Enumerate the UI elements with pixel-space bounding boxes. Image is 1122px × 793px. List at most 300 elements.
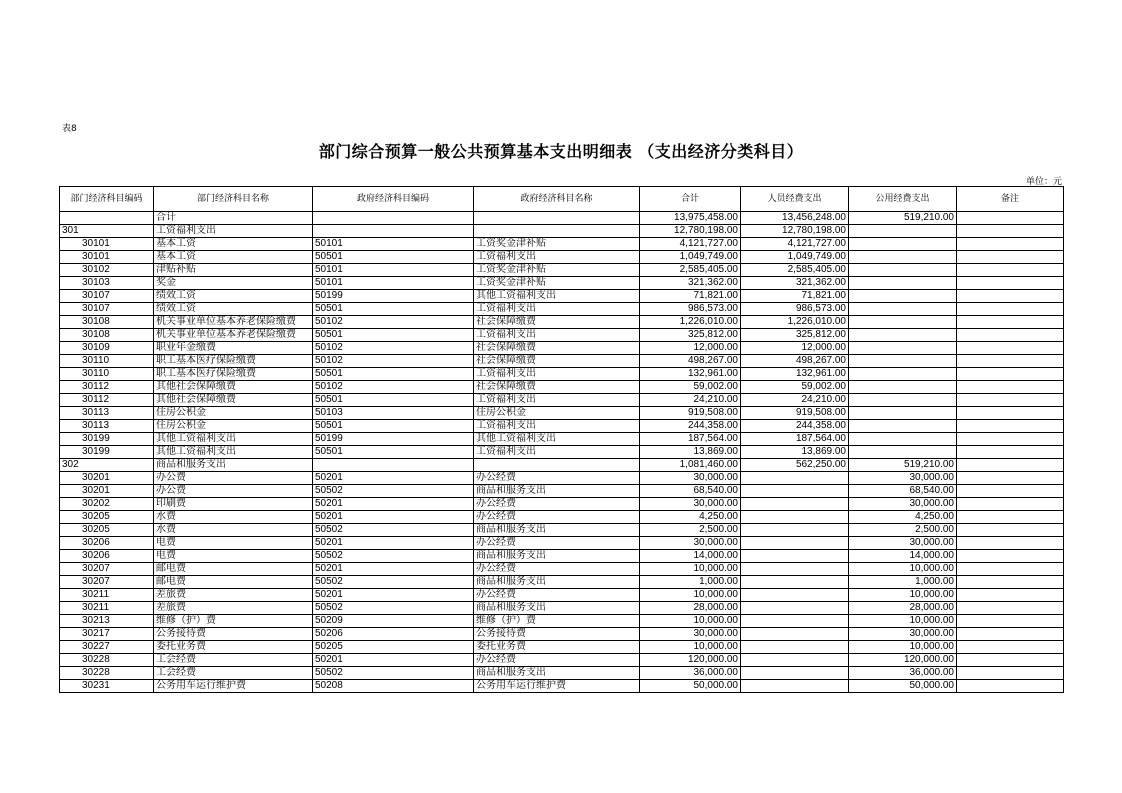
gov-name-cell xyxy=(474,225,640,238)
gov-name-cell: 社会保障缴费 xyxy=(474,316,640,329)
gov-code-cell: 50101 xyxy=(313,277,474,290)
dept-code-cell: 30113 xyxy=(60,407,154,420)
gov-name-cell: 商品和服务支出 xyxy=(474,602,640,615)
dept-code-cell: 30103 xyxy=(60,277,154,290)
gov-code-cell: 50205 xyxy=(313,641,474,654)
public-cell xyxy=(849,407,957,420)
gov-name-cell: 办公经费 xyxy=(474,537,640,550)
personnel-cell xyxy=(741,485,849,498)
dept-name-cell: 基本工资 xyxy=(154,251,313,264)
expenditure-detail-table xyxy=(59,186,1064,693)
table-row xyxy=(60,680,1064,693)
remark-cell xyxy=(957,498,1064,511)
gov-name-cell: 维修（护）费 xyxy=(474,615,640,628)
dept-code-cell: 30110 xyxy=(60,368,154,381)
total-cell: 30,000.00 xyxy=(640,537,741,550)
gov-name-cell xyxy=(474,212,640,225)
dept-code-cell: 30213 xyxy=(60,615,154,628)
dept-name-cell: 邮电费 xyxy=(154,576,313,589)
gov-name-cell: 工资奖金津补贴 xyxy=(474,264,640,277)
dept-name-cell: 差旅费 xyxy=(154,602,313,615)
personnel-cell: 562,250.00 xyxy=(741,459,849,472)
remark-cell xyxy=(957,342,1064,355)
personnel-cell xyxy=(741,472,849,485)
gov-code-cell: 50201 xyxy=(313,654,474,667)
gov-name-cell: 商品和服务支出 xyxy=(474,550,640,563)
gov-name-cell: 商品和服务支出 xyxy=(474,576,640,589)
dept-name-cell: 职工基本医疗保险缴费 xyxy=(154,355,313,368)
personnel-cell: 24,210.00 xyxy=(741,394,849,407)
personnel-cell: 4,121,727.00 xyxy=(741,238,849,251)
gov-code-cell: 50501 xyxy=(313,446,474,459)
table-row xyxy=(60,498,1064,511)
table-row xyxy=(60,225,1064,238)
gov-name-cell: 其他工资福利支出 xyxy=(474,290,640,303)
personnel-cell: 71,821.00 xyxy=(741,290,849,303)
total-cell: 1,081,460.00 xyxy=(640,459,741,472)
public-cell xyxy=(849,420,957,433)
dept-code-cell: 30199 xyxy=(60,433,154,446)
personnel-cell xyxy=(741,498,849,511)
gov-code-cell: 50501 xyxy=(313,329,474,342)
personnel-cell: 321,362.00 xyxy=(741,277,849,290)
total-cell: 498,267.00 xyxy=(640,355,741,368)
table-row xyxy=(60,550,1064,563)
total-cell: 28,000.00 xyxy=(640,602,741,615)
dept-name-cell: 机关事业单位基本养老保险缴费 xyxy=(154,316,313,329)
gov-name-cell: 工资福利支出 xyxy=(474,446,640,459)
dept-code-cell: 30228 xyxy=(60,667,154,680)
remark-cell xyxy=(957,563,1064,576)
dept-name-cell: 委托业务费 xyxy=(154,641,313,654)
public-cell: 4,250.00 xyxy=(849,511,957,524)
gov-code-cell xyxy=(313,212,474,225)
dept-name-cell: 水费 xyxy=(154,511,313,524)
gov-code-cell: 50102 xyxy=(313,342,474,355)
gov-code-cell: 50502 xyxy=(313,550,474,563)
gov-name-cell: 办公经费 xyxy=(474,654,640,667)
personnel-cell xyxy=(741,511,849,524)
dept-name-cell: 办公费 xyxy=(154,472,313,485)
table-row xyxy=(60,290,1064,303)
dept-code-cell: 30207 xyxy=(60,576,154,589)
remark-cell xyxy=(957,589,1064,602)
dept-code-cell: 30201 xyxy=(60,485,154,498)
public-cell: 30,000.00 xyxy=(849,472,957,485)
gov-code-cell: 50201 xyxy=(313,589,474,602)
gov-name-cell: 办公经费 xyxy=(474,498,640,511)
total-cell: 13,975,458.00 xyxy=(640,212,741,225)
gov-name-cell: 工资奖金津补贴 xyxy=(474,238,640,251)
table-row xyxy=(60,251,1064,264)
table-row xyxy=(60,433,1064,446)
public-cell xyxy=(849,277,957,290)
dept-code-cell: 30107 xyxy=(60,303,154,316)
total-cell: 2,500.00 xyxy=(640,524,741,537)
remark-cell xyxy=(957,264,1064,277)
dept-code-cell: 30211 xyxy=(60,589,154,602)
public-cell xyxy=(849,290,957,303)
public-cell: 10,000.00 xyxy=(849,641,957,654)
public-cell: 10,000.00 xyxy=(849,563,957,576)
total-cell: 187,564.00 xyxy=(640,433,741,446)
personnel-cell xyxy=(741,576,849,589)
remark-cell xyxy=(957,329,1064,342)
dept-code-cell: 30202 xyxy=(60,498,154,511)
dept-code-cell: 30207 xyxy=(60,563,154,576)
public-cell xyxy=(849,238,957,251)
table-row xyxy=(60,381,1064,394)
public-cell xyxy=(849,264,957,277)
header-total: 合计 xyxy=(640,187,741,212)
personnel-cell xyxy=(741,602,849,615)
remark-cell xyxy=(957,576,1064,589)
public-cell xyxy=(849,342,957,355)
total-cell: 50,000.00 xyxy=(640,680,741,693)
table-row xyxy=(60,576,1064,589)
total-cell: 4,250.00 xyxy=(640,511,741,524)
gov-code-cell: 50101 xyxy=(313,238,474,251)
dept-code-cell: 30227 xyxy=(60,641,154,654)
gov-name-cell: 商品和服务支出 xyxy=(474,485,640,498)
table-row xyxy=(60,628,1064,641)
dept-name-cell: 奖金 xyxy=(154,277,313,290)
dept-code-cell: 30205 xyxy=(60,524,154,537)
remark-cell xyxy=(957,615,1064,628)
dept-code-cell: 30201 xyxy=(60,472,154,485)
gov-code-cell: 50201 xyxy=(313,498,474,511)
total-cell: 30,000.00 xyxy=(640,628,741,641)
dept-name-cell: 维修（护）费 xyxy=(154,615,313,628)
remark-cell xyxy=(957,511,1064,524)
personnel-cell xyxy=(741,654,849,667)
public-cell: 28,000.00 xyxy=(849,602,957,615)
dept-name-cell: 电费 xyxy=(154,550,313,563)
personnel-cell: 325,812.00 xyxy=(741,329,849,342)
gov-code-cell: 50501 xyxy=(313,420,474,433)
public-cell: 30,000.00 xyxy=(849,537,957,550)
total-cell: 10,000.00 xyxy=(640,589,741,602)
gov-code-cell: 50201 xyxy=(313,563,474,576)
total-cell: 325,812.00 xyxy=(640,329,741,342)
gov-name-cell: 工资福利支出 xyxy=(474,303,640,316)
table-row xyxy=(60,212,1064,225)
gov-code-cell: 50502 xyxy=(313,602,474,615)
dept-code-cell: 30101 xyxy=(60,251,154,264)
dept-code-cell: 30206 xyxy=(60,537,154,550)
public-cell: 519,210.00 xyxy=(849,459,957,472)
total-cell: 13,869.00 xyxy=(640,446,741,459)
dept-name-cell: 合计 xyxy=(154,212,313,225)
header-gov-name: 政府经济科目名称 xyxy=(474,187,640,212)
dept-code-cell: 30205 xyxy=(60,511,154,524)
page-title: 部门综合预算一般公共预算基本支出明细表 （支出经济分类科目） xyxy=(318,142,804,161)
gov-name-cell: 商品和服务支出 xyxy=(474,667,640,680)
personnel-cell xyxy=(741,641,849,654)
dept-code-cell: 30199 xyxy=(60,446,154,459)
dept-code-cell: 30211 xyxy=(60,602,154,615)
public-cell xyxy=(849,225,957,238)
personnel-cell: 12,000.00 xyxy=(741,342,849,355)
public-cell: 50,000.00 xyxy=(849,680,957,693)
table-row xyxy=(60,524,1064,537)
dept-code-cell: 30102 xyxy=(60,264,154,277)
personnel-cell: 2,585,405.00 xyxy=(741,264,849,277)
gov-code-cell: 50501 xyxy=(313,394,474,407)
dept-code-cell: 30217 xyxy=(60,628,154,641)
total-cell: 36,000.00 xyxy=(640,667,741,680)
gov-name-cell: 工资福利支出 xyxy=(474,394,640,407)
dept-code-cell: 30109 xyxy=(60,342,154,355)
table-header-row xyxy=(60,187,1064,212)
public-cell: 68,540.00 xyxy=(849,485,957,498)
table-row xyxy=(60,589,1064,602)
total-cell: 321,362.00 xyxy=(640,277,741,290)
public-cell xyxy=(849,303,957,316)
header-public: 公用经费支出 xyxy=(849,187,957,212)
dept-name-cell: 绩效工资 xyxy=(154,290,313,303)
gov-code-cell: 50201 xyxy=(313,537,474,550)
total-cell: 1,049,749.00 xyxy=(640,251,741,264)
total-cell: 30,000.00 xyxy=(640,498,741,511)
remark-cell xyxy=(957,381,1064,394)
personnel-cell: 13,869.00 xyxy=(741,446,849,459)
remark-cell xyxy=(957,537,1064,550)
public-cell: 1,000.00 xyxy=(849,576,957,589)
dept-name-cell: 工资福利支出 xyxy=(154,225,313,238)
dept-name-cell: 印刷费 xyxy=(154,498,313,511)
remark-cell xyxy=(957,238,1064,251)
dept-code-cell: 30107 xyxy=(60,290,154,303)
total-cell: 12,000.00 xyxy=(640,342,741,355)
total-cell: 12,780,198.00 xyxy=(640,225,741,238)
gov-name-cell: 办公经费 xyxy=(474,511,640,524)
total-cell: 59,002.00 xyxy=(640,381,741,394)
total-cell: 68,540.00 xyxy=(640,485,741,498)
gov-code-cell: 50201 xyxy=(313,511,474,524)
table-row xyxy=(60,654,1064,667)
table-row xyxy=(60,420,1064,433)
gov-name-cell: 其他工资福利支出 xyxy=(474,433,640,446)
total-cell: 10,000.00 xyxy=(640,563,741,576)
table-row xyxy=(60,264,1064,277)
personnel-cell: 59,002.00 xyxy=(741,381,849,394)
gov-name-cell: 委托业务费 xyxy=(474,641,640,654)
table-row xyxy=(60,238,1064,251)
personnel-cell: 919,508.00 xyxy=(741,407,849,420)
public-cell xyxy=(849,368,957,381)
gov-code-cell: 50502 xyxy=(313,485,474,498)
dept-code-cell: 30228 xyxy=(60,654,154,667)
gov-name-cell: 社会保障缴费 xyxy=(474,381,640,394)
gov-name-cell: 公务接待费 xyxy=(474,628,640,641)
gov-name-cell: 社会保障缴费 xyxy=(474,355,640,368)
gov-code-cell: 50501 xyxy=(313,251,474,264)
remark-cell xyxy=(957,316,1064,329)
dept-name-cell: 邮电费 xyxy=(154,563,313,576)
personnel-cell xyxy=(741,615,849,628)
gov-code-cell: 50101 xyxy=(313,264,474,277)
public-cell: 519,210.00 xyxy=(849,212,957,225)
total-cell: 120,000.00 xyxy=(640,654,741,667)
table-row xyxy=(60,277,1064,290)
gov-code-cell: 50206 xyxy=(313,628,474,641)
dept-name-cell: 工会经费 xyxy=(154,667,313,680)
total-cell: 30,000.00 xyxy=(640,472,741,485)
personnel-cell xyxy=(741,537,849,550)
dept-name-cell: 公务用车运行维护费 xyxy=(154,680,313,693)
public-cell: 10,000.00 xyxy=(849,589,957,602)
dept-code-cell: 30101 xyxy=(60,238,154,251)
total-cell: 919,508.00 xyxy=(640,407,741,420)
dept-name-cell: 公务接待费 xyxy=(154,628,313,641)
table-row xyxy=(60,394,1064,407)
table-row xyxy=(60,407,1064,420)
dept-code-cell: 30231 xyxy=(60,680,154,693)
remark-cell xyxy=(957,355,1064,368)
personnel-cell: 244,358.00 xyxy=(741,420,849,433)
table-row xyxy=(60,485,1064,498)
dept-code-cell: 30108 xyxy=(60,316,154,329)
header-remark: 备注 xyxy=(957,187,1064,212)
dept-code-cell: 30110 xyxy=(60,355,154,368)
table-row xyxy=(60,342,1064,355)
public-cell xyxy=(849,251,957,264)
personnel-cell: 13,456,248.00 xyxy=(741,212,849,225)
personnel-cell xyxy=(741,628,849,641)
remark-cell xyxy=(957,212,1064,225)
gov-code-cell: 50208 xyxy=(313,680,474,693)
remark-cell xyxy=(957,251,1064,264)
gov-name-cell: 工资福利支出 xyxy=(474,420,640,433)
gov-code-cell xyxy=(313,225,474,238)
gov-code-cell: 50201 xyxy=(313,472,474,485)
table-row xyxy=(60,459,1064,472)
remark-cell xyxy=(957,524,1064,537)
dept-name-cell: 差旅费 xyxy=(154,589,313,602)
table-row xyxy=(60,472,1064,485)
personnel-cell xyxy=(741,524,849,537)
dept-code-cell: 30108 xyxy=(60,329,154,342)
gov-name-cell: 商品和服务支出 xyxy=(474,524,640,537)
table-row xyxy=(60,511,1064,524)
public-cell: 30,000.00 xyxy=(849,628,957,641)
unit-label: 单位：元 xyxy=(1025,177,1062,187)
dept-name-cell: 商品和服务支出 xyxy=(154,459,313,472)
remark-cell xyxy=(957,290,1064,303)
personnel-cell: 498,267.00 xyxy=(741,355,849,368)
table-row xyxy=(60,615,1064,628)
gov-name-cell: 办公经费 xyxy=(474,472,640,485)
dept-name-cell: 其他社会保障缴费 xyxy=(154,381,313,394)
dept-code-cell xyxy=(60,212,154,225)
table-row xyxy=(60,329,1064,342)
public-cell xyxy=(849,381,957,394)
table-row xyxy=(60,641,1064,654)
public-cell: 120,000.00 xyxy=(849,654,957,667)
gov-code-cell: 50199 xyxy=(313,290,474,303)
header-gov-code: 政府经济科目编码 xyxy=(313,187,474,212)
remark-cell xyxy=(957,667,1064,680)
gov-name-cell: 社会保障缴费 xyxy=(474,342,640,355)
gov-code-cell: 50103 xyxy=(313,407,474,420)
table-row xyxy=(60,563,1064,576)
dept-name-cell: 职工基本医疗保险缴费 xyxy=(154,368,313,381)
personnel-cell xyxy=(741,680,849,693)
gov-name-cell: 工资奖金津补贴 xyxy=(474,277,640,290)
gov-code-cell: 50209 xyxy=(313,615,474,628)
personnel-cell: 187,564.00 xyxy=(741,433,849,446)
remark-cell xyxy=(957,420,1064,433)
table-row xyxy=(60,355,1064,368)
remark-cell xyxy=(957,394,1064,407)
table-row xyxy=(60,316,1064,329)
dept-name-cell: 电费 xyxy=(154,537,313,550)
total-cell: 244,358.00 xyxy=(640,420,741,433)
gov-code-cell: 50502 xyxy=(313,524,474,537)
remark-cell xyxy=(957,433,1064,446)
gov-code-cell xyxy=(313,459,474,472)
dept-name-cell: 其他社会保障缴费 xyxy=(154,394,313,407)
remark-cell xyxy=(957,446,1064,459)
remark-cell xyxy=(957,602,1064,615)
remark-cell xyxy=(957,472,1064,485)
total-cell: 132,961.00 xyxy=(640,368,741,381)
table-row xyxy=(60,303,1064,316)
dept-name-cell: 住房公积金 xyxy=(154,420,313,433)
personnel-cell: 12,780,198.00 xyxy=(741,225,849,238)
total-cell: 2,585,405.00 xyxy=(640,264,741,277)
gov-code-cell: 50502 xyxy=(313,576,474,589)
personnel-cell xyxy=(741,589,849,602)
remark-cell xyxy=(957,680,1064,693)
dept-name-cell: 办公费 xyxy=(154,485,313,498)
remark-cell xyxy=(957,550,1064,563)
public-cell xyxy=(849,316,957,329)
dept-name-cell: 绩效工资 xyxy=(154,303,313,316)
remark-cell xyxy=(957,628,1064,641)
personnel-cell: 1,049,749.00 xyxy=(741,251,849,264)
gov-code-cell: 50102 xyxy=(313,355,474,368)
dept-name-cell: 其他工资福利支出 xyxy=(154,446,313,459)
gov-code-cell: 50501 xyxy=(313,303,474,316)
remark-cell xyxy=(957,654,1064,667)
dept-name-cell: 津贴补贴 xyxy=(154,264,313,277)
total-cell: 24,210.00 xyxy=(640,394,741,407)
total-cell: 71,821.00 xyxy=(640,290,741,303)
header-personnel: 人员经费支出 xyxy=(741,187,849,212)
public-cell: 36,000.00 xyxy=(849,667,957,680)
header-dept-code: 部门经济科目编码 xyxy=(60,187,154,212)
total-cell: 14,000.00 xyxy=(640,550,741,563)
public-cell: 14,000.00 xyxy=(849,550,957,563)
remark-cell xyxy=(957,303,1064,316)
dept-name-cell: 工会经费 xyxy=(154,654,313,667)
public-cell xyxy=(849,394,957,407)
total-cell: 10,000.00 xyxy=(640,615,741,628)
dept-name-cell: 水费 xyxy=(154,524,313,537)
total-cell: 986,573.00 xyxy=(640,303,741,316)
public-cell: 30,000.00 xyxy=(849,498,957,511)
table-number-label: 表8 xyxy=(62,124,77,134)
public-cell xyxy=(849,446,957,459)
gov-name-cell: 公务用车运行维护费 xyxy=(474,680,640,693)
dept-code-cell: 301 xyxy=(60,225,154,238)
public-cell xyxy=(849,433,957,446)
remark-cell xyxy=(957,368,1064,381)
total-cell: 1,226,010.00 xyxy=(640,316,741,329)
gov-code-cell: 50102 xyxy=(313,381,474,394)
